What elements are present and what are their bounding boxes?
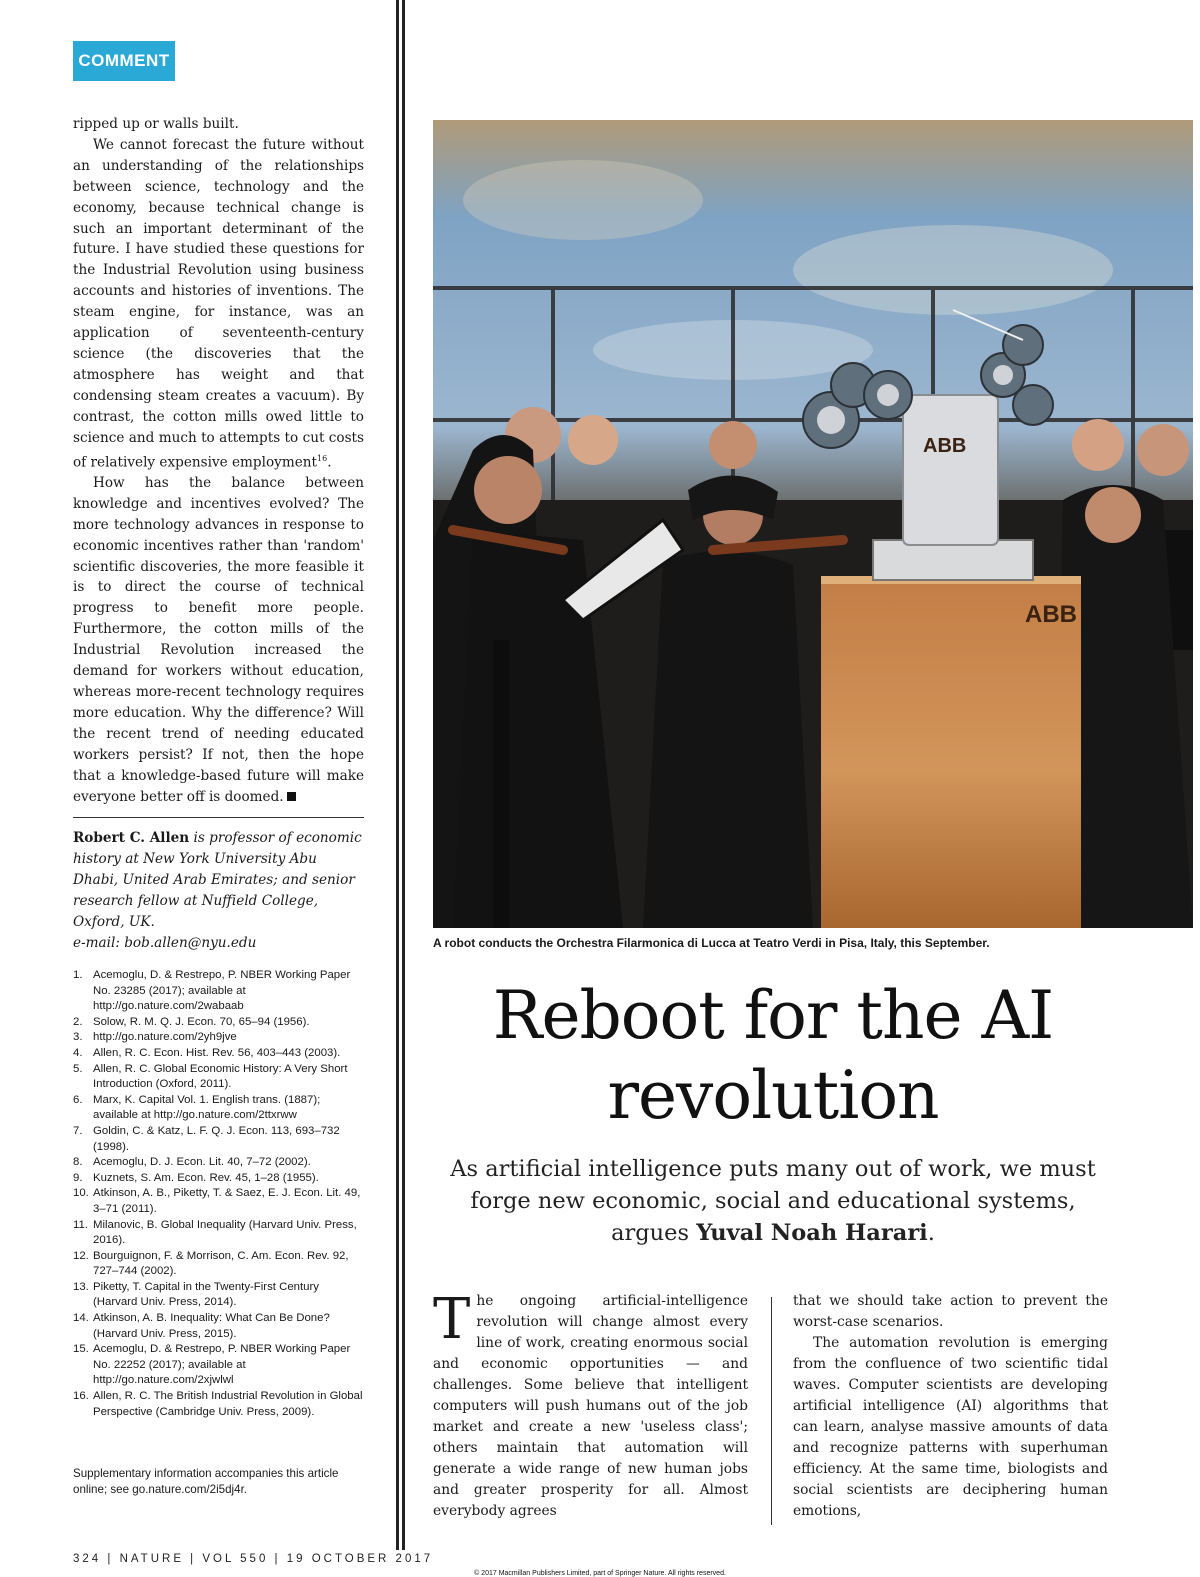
reference-text: Solow, R. M. Q. J. Econ. 70, 65–94 (1956).: [93, 1015, 310, 1028]
reference-number: 3.: [73, 1031, 83, 1044]
reference-text: Kuznets, S. Am. Econ. Rev. 45, 1–28 (1955).: [93, 1171, 319, 1184]
author-bio: [73, 828, 364, 954]
reference-item: [73, 968, 365, 1015]
standfirst: As artificial intelligence puts many out of work, we must forge new economic, social and educational systems, argues Yuval Noah Harari.: [450, 1156, 1096, 1246]
reference-number: 1.: [73, 969, 83, 981]
headline: [433, 976, 1113, 1136]
reference-item: [73, 1342, 365, 1389]
reference-text: Goldin, C. & Katz, L. F. Q. J. Econ. 113, 693–732 (1998).: [93, 1124, 340, 1153]
left-para-3: How has the balance between knowledge and incentives evolved? The more technology advances in response to economic incentives rather than 'random' scientific discoveries, the more feasible it is to direct the course of technical progress to benefit more people. Furthermore, the cotton mills of the Industrial Revolution increased the demand for workers without education, whereas more-recent technology requires more education. Why the difference? Will the recent trend of needing educated workers persist? If not, then the hope that a knowledge-based future will make everyone better off is doomed.: [73, 474, 364, 805]
bio-separator: [73, 817, 364, 818]
reference-list: [73, 968, 365, 1420]
bio-email[interactable]: e-mail: bob.allen@nyu.edu: [73, 935, 257, 951]
reference-item: [73, 1155, 365, 1171]
reference-item: [73, 1311, 365, 1342]
reference-text: Allen, R. C. Global Economic History: A Very Short Introduction (Oxford, 2011).: [93, 1062, 348, 1091]
reference-item: [73, 1093, 365, 1124]
article-column-1: [433, 1287, 748, 1522]
reference-number: 9.: [73, 1171, 83, 1184]
left-para-2: We cannot forecast the future without an understanding of the relationships between science, technology and the economy, because technical change is such an important determinant of the future. I have studied these questions for the Industrial Revolution using business accounts and histories of inventions. The steam engine, for instance, was an application of seventeenth-century science (the discoveries that the atmosphere has weight and that condensing steam creates a vacuum). By contrast, the cotton mills owed little to science and much to attempts to cut costs of relatively expensive employment$^{16}$.: [73, 136, 364, 471]
reference-number: 8.: [73, 1156, 83, 1169]
footnote-ref[interactable]: 16: [317, 453, 328, 463]
reference-item: [73, 1218, 365, 1249]
reference-item: [73, 1280, 365, 1311]
reference-text: Bourguignon, F. & Morrison, C. Am. Econ. Rev. 92, 727–744 (2002).: [93, 1249, 349, 1278]
robot-logo: ABB: [923, 435, 967, 457]
left-para-1: ripped up or walls built.: [73, 116, 239, 132]
reference-text: Atkinson, A. B. Inequality: What Can Be Done? (Harvard Univ. Press, 2015).: [93, 1312, 330, 1340]
reference-text: Atkinson, A. B., Piketty, T. & Saez, E. J. Econ. Lit. 49, 3–71 (2011).: [93, 1187, 361, 1215]
reference-item: [73, 1046, 365, 1062]
article-column-2: [793, 1291, 1108, 1522]
reference-text: Piketty, T. Capital in the Twenty-First Century (Harvard Univ. Press, 2014).: [93, 1280, 319, 1309]
reference-number: 10.: [73, 1187, 89, 1200]
reference-number: 4.: [73, 1046, 83, 1059]
reference-item: [73, 1124, 365, 1155]
article-col2-para-2: The automation revolution is emerging from the confluence of two scientific tidal waves. Computer scientists are developing artificial intelligence (AI) algorithms that can learn, analyse massive amounts of data and recognize patterns with superhuman efficiency. At the same time, biologists and social scientists are deciphering human emotions,: [793, 1335, 1108, 1519]
column-rule-right: [402, 0, 405, 1550]
article-column-rule: [771, 1297, 772, 1525]
reference-number: 16.: [73, 1390, 89, 1403]
reference-item: [73, 1171, 365, 1187]
robot-orchestra-photo: [433, 120, 1193, 928]
reference-number: 5.: [73, 1062, 83, 1075]
reference-item: [73, 1389, 365, 1420]
reference-text: Acemoglu, D. & Restrepo, P. NBER Working Paper No. 22252 (2017); available at http://go.nature.com/2xjwlwl: [93, 1343, 351, 1387]
reference-number: 2.: [73, 1015, 83, 1028]
reference-item: [73, 1030, 365, 1046]
end-mark-icon: [287, 792, 296, 801]
drop-cap: T: [433, 1287, 471, 1352]
headline-line-2: revolution: [607, 1057, 939, 1134]
reference-number: 11.: [73, 1218, 88, 1231]
reference-item: [73, 1186, 365, 1217]
standfirst-author: Yuval Noah Harari: [696, 1220, 928, 1246]
bio-description: is professor of economic history at New York University Abu Dhabi, United Arab Emirates; and senior research fellow at Nuffield College, Oxford, UK.: [73, 830, 362, 930]
column-rule-left: [396, 0, 399, 1550]
photo-caption: A robot conducts the Orchestra Filarmonica di Lucca at Teatro Verdi in Pisa, Italy, this September.: [433, 936, 990, 950]
article-col1-text: he ongoing artificial-intelligence revolution will change almost every line of work, creating enormous social and economic opportunities — and challenges. Some believe that intelligent computers will push humans out of the job market and create a new 'useless class'; others maintain that automation will generate a wide range of new human jobs and greater prosperity for all. Almost everybody agrees: [433, 1293, 748, 1519]
reference-text: Allen, R. C. The British Industrial Revolution in Global Perspective (Cambridge Univ. Press, 2009).: [93, 1390, 363, 1418]
article-col2-para-1: that we should take action to prevent the worst-case scenarios.: [793, 1293, 1108, 1330]
reference-text: Acemoglu, D. & Restrepo, P. NBER Working Paper No. 23285 (2017); available at http://go.nature.com/2wabaab: [93, 969, 351, 1013]
page-folio: 324 | NATURE | VOL 550 | 19 OCTOBER 2017: [73, 1553, 434, 1565]
section-tag: COMMENT: [73, 41, 175, 81]
reference-text: Acemoglu, D. J. Econ. Lit. 40, 7–72 (2002).: [93, 1156, 311, 1169]
reference-text: Milanovic, B. Global Inequality (Harvard Univ. Press, 2016).: [93, 1218, 357, 1247]
reference-item: [73, 1062, 365, 1093]
reference-number: 13.: [73, 1280, 89, 1293]
copyright-line: © 2017 Macmillan Publishers Limited, part of Springer Nature. All rights reserved.: [474, 1570, 726, 1577]
reference-number: 7.: [73, 1124, 83, 1137]
reference-number: 14.: [73, 1312, 89, 1325]
supplementary-note: Supplementary information accompanies this article online; see go.nature.com/2i5dj4r.: [73, 1467, 339, 1496]
reference-number: 6.: [73, 1093, 83, 1106]
reference-text: http://go.nature.com/2yh9jve: [93, 1031, 237, 1044]
bio-name: Robert C. Allen: [73, 830, 190, 846]
reference-item: [73, 1249, 365, 1280]
headline-line-1: Reboot for the AI: [492, 977, 1054, 1054]
reference-text: Allen, R. C. Econ. Hist. Rev. 56, 403–443 (2003).: [93, 1046, 341, 1059]
podium-logo: ABB: [1025, 601, 1077, 628]
reference-number: 12.: [73, 1249, 89, 1262]
left-column: [73, 114, 364, 807]
reference-text: Marx, K. Capital Vol. 1. English trans. (1887); available at http://go.nature.com/2ttxrww: [93, 1093, 321, 1122]
reference-number: 15.: [73, 1343, 89, 1356]
reference-item: [73, 1015, 365, 1031]
